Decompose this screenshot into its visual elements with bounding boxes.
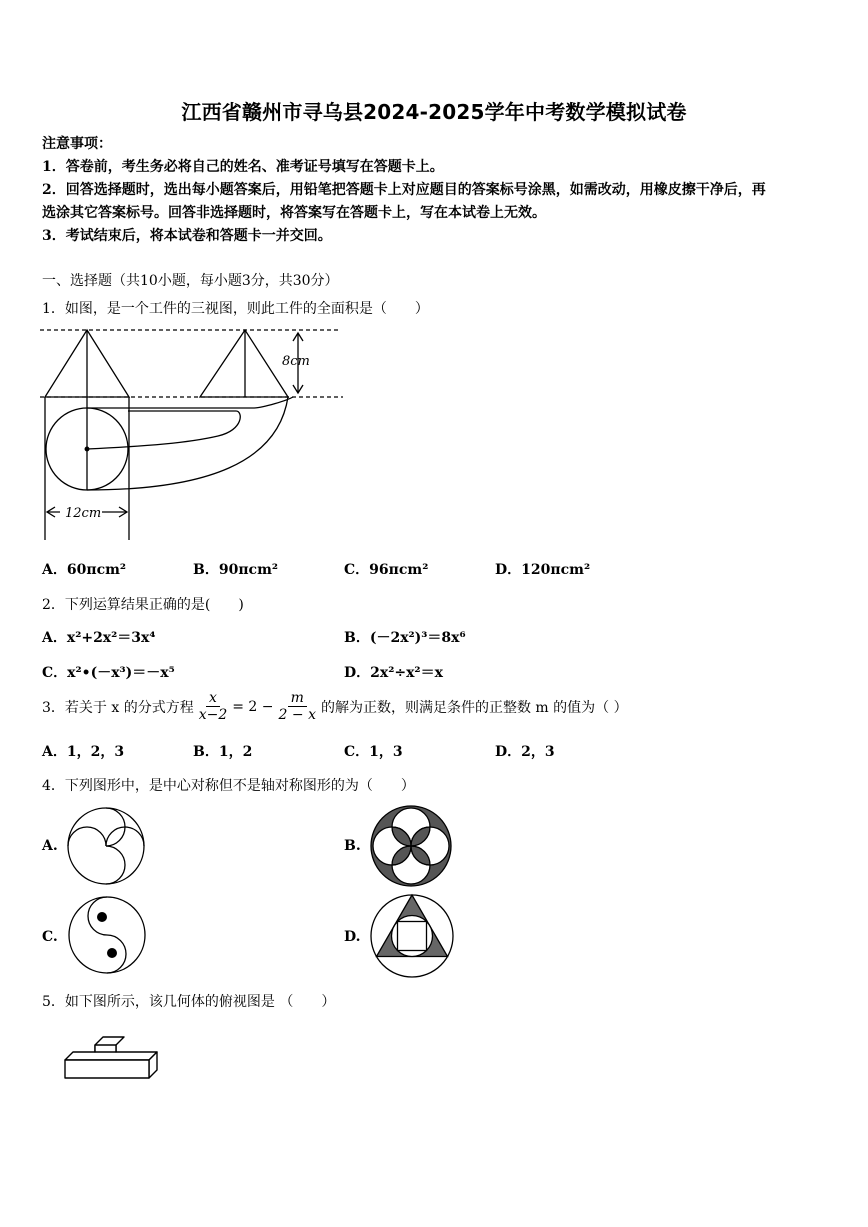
q5-stem: 5．如下图所示，该几何体的俯视图是 （ ） [42, 994, 336, 1010]
q4-figure-d[interactable] [368, 892, 456, 978]
top-view-upper-curve [87, 397, 293, 408]
q4-figure-b[interactable] [368, 804, 454, 888]
q3-prefix: 3．若关于 x 的分式方程 [42, 699, 194, 716]
q1-option-d[interactable]: D．120πcm² [495, 562, 591, 578]
q4-figure-a[interactable] [66, 806, 146, 886]
q1-option-b[interactable]: B．90πcm² [193, 562, 279, 578]
notice-line-1: 1．答卷前，考生务必将自己的姓名、准考证号填写在答题卡上。 [42, 159, 444, 175]
q1-option-c[interactable]: C．96πcm² [344, 562, 429, 578]
q4-figure-c[interactable] [66, 895, 148, 975]
q4-label-a[interactable]: A. [42, 838, 58, 854]
height-label: 8cm [282, 354, 310, 369]
q4-label-c[interactable]: C. [42, 929, 58, 945]
q1-option-a[interactable]: A．60πcm² [42, 562, 127, 578]
notice-line-3: 3．考试结束后，将本试卷和答题卡一并交回。 [42, 228, 332, 244]
width-label: 12cm [65, 506, 102, 521]
q3-frac1-denominator: x−2 [198, 707, 228, 723]
q2-option-a[interactable]: A．x²+2x²＝3x⁴ [42, 630, 156, 646]
page-title: 江西省赣州市寻乌县2024-2025学年中考数学模拟试卷 [181, 100, 687, 124]
q2-option-d[interactable]: D．2x²÷x²＝x [344, 665, 443, 681]
q3-option-a[interactable]: A．1，2，3 [42, 744, 125, 760]
q2-stem: 2．下列运算结果正确的是( ) [42, 597, 244, 613]
q2-option-b[interactable]: B．(－2x²)³＝8x⁶ [344, 630, 466, 646]
q5-solid-figure [60, 1032, 164, 1084]
q3-middle: = 2 − [232, 698, 274, 715]
q4-label-d[interactable]: D. [344, 929, 361, 945]
q2-option-c[interactable]: C．x²•(－x³)＝－x⁵ [42, 665, 175, 681]
q3-stem [42, 690, 628, 723]
top-view-inner-curve [87, 411, 240, 449]
q4-stem: 4．下列图形中，是中心对称但不是轴对称图形的为（ ） [42, 778, 415, 794]
q3-option-c[interactable]: C．1，3 [344, 744, 403, 760]
q4-label-b[interactable]: B. [344, 838, 361, 854]
q3-fraction-2 [276, 690, 319, 723]
q3-frac2-denominator: 2 − x [278, 707, 316, 723]
side-view-triangle [200, 330, 288, 397]
q3-frac1-numerator: x [206, 690, 220, 707]
q1-stem: 1．如图，是一个工件的三视图，则此工件的全面积是（ ） [42, 301, 429, 317]
q3-suffix: 的解为正数，则满足条件的正整数 m 的值为（ ） [320, 699, 628, 716]
notice-line-2a: 2．回答选择题时，选出每小题答案后，用铅笔把答题卡上对应题目的答案标号涂黑，如需改动，用橡皮擦干净后，再 [42, 182, 766, 198]
notice-line-2b: 选涂其它答案标号。回答非选择题时，将答案写在答题卡上，写在本试卷上无效。 [42, 205, 546, 221]
notice-heading: 注意事项： [42, 136, 112, 152]
section-heading: 一、选择题（共10小题，每小题3分，共30分） [42, 273, 339, 289]
q3-frac2-numerator: m [288, 690, 307, 707]
q1-three-views-figure [38, 322, 358, 544]
q3-fraction-1 [196, 690, 231, 723]
q3-option-b[interactable]: B．1，2 [193, 744, 253, 760]
q3-option-d[interactable]: D．2，3 [495, 744, 555, 760]
